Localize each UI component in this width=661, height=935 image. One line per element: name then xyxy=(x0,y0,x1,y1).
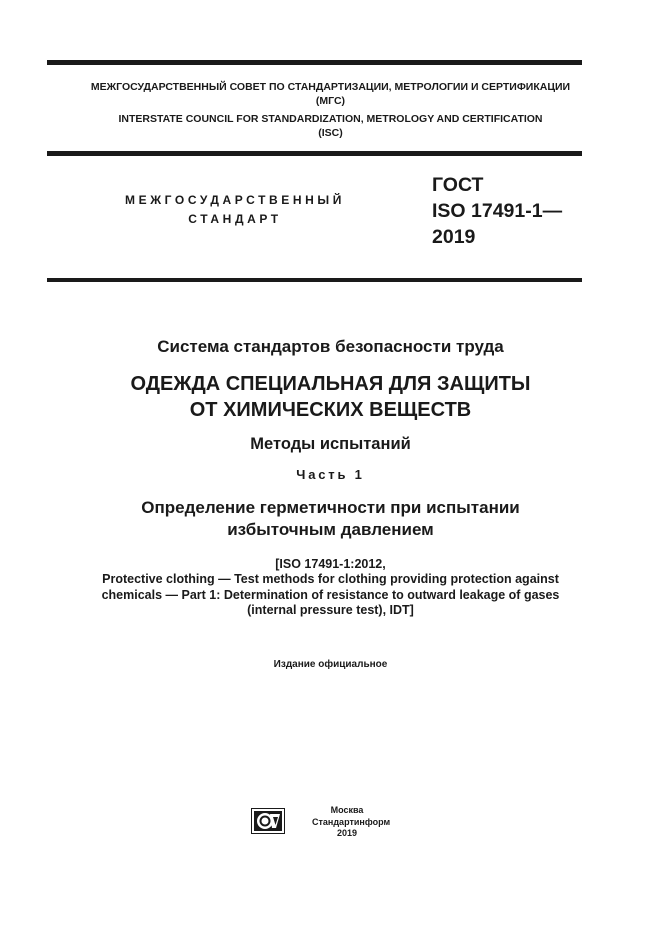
publisher xyxy=(312,805,391,840)
edition-label: Издание официальное xyxy=(273,659,388,670)
header-rule xyxy=(47,151,582,156)
iso-reference-line1: [ISO 17491-1:2012, xyxy=(275,557,386,571)
system-title: Система стандартов безопасности труда xyxy=(157,337,504,356)
council-ru-abbr: (МГС) xyxy=(315,95,346,107)
publisher-name: Стандартинформ xyxy=(312,816,391,827)
methods-title: Методы испытаний xyxy=(250,435,411,453)
iso-reference-line2: Protective clothing — Test methods for clothing providing protection against xyxy=(102,572,559,586)
iso-reference-line4: (internal pressure test), IDT] xyxy=(247,603,414,617)
designation-line2: ISO 17491-1— xyxy=(432,200,563,222)
main-title-line2: ОТ ХИМИЧЕСКИХ ВЕЩЕСТВ xyxy=(189,399,472,421)
iso-reference-line3: chemicals — Part 1: Determination of resistance to outward leakage of gases xyxy=(101,588,560,602)
definition-title-line2: избыточным давлением xyxy=(227,520,434,539)
standard-type-line2: СТАНДАРТ xyxy=(188,212,282,226)
top-rule xyxy=(47,60,582,65)
standartinform-logo-icon xyxy=(251,808,285,834)
publisher-year: 2019 xyxy=(336,828,358,838)
definition-title-line1: Определение герметичности при испытании xyxy=(141,498,520,517)
council-en: INTERSTATE COUNCIL FOR STANDARDIZATION, METROLOGY AND CERTIFICATION xyxy=(118,113,543,125)
council-ru: МЕЖГОСУДАРСТВЕННЫЙ СОВЕТ ПО СТАНДАРТИЗАЦИИ, МЕТРОЛОГИИ И СЕРТИФИКАЦИИ xyxy=(90,81,571,93)
designation-line1: ГОСТ xyxy=(432,174,484,196)
publisher-city: Москва xyxy=(330,805,364,815)
designation-rule xyxy=(47,278,582,282)
designation xyxy=(432,172,562,250)
designation-line3: 2019 xyxy=(432,226,476,248)
standard-type-line1: МЕЖГОСУДАРСТВЕННЫЙ xyxy=(125,193,345,207)
council-en-abbr: (ISC) xyxy=(318,127,343,139)
main-title-line1: ОДЕЖДА СПЕЦИАЛЬНАЯ ДЛЯ ЗАЩИТЫ xyxy=(130,373,531,395)
part-title: Часть 1 xyxy=(296,467,365,482)
